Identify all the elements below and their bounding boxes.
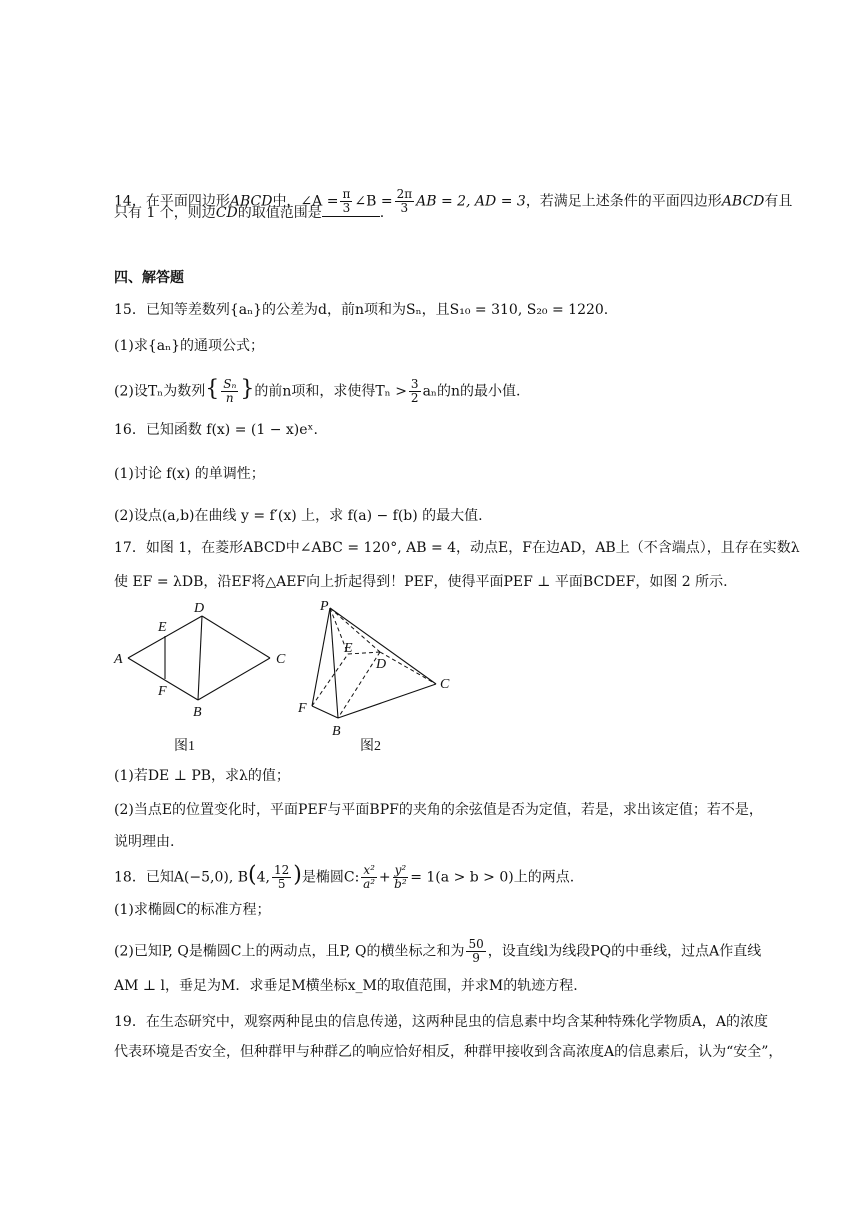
fig1-edge-cb — [198, 658, 270, 700]
q17-stem-2: 使 EF = λDB，沿EF将△AEF向上折起得到！PEF，使得平面PEF ⊥ 平面BCDEF，如图 2 所示. — [114, 574, 728, 590]
q15-frac-sn-n: $\frac{\text{Sₙ}}{n}$ — [223, 377, 237, 405]
fig2-label-e: E — [344, 641, 353, 656]
fig2-label-d: D — [376, 657, 387, 672]
q17-stem-1: 17．如图 1，在菱形ABCD中∠ABC = 120°, AB = 4，动点E，F在边AD，AB上（不含端点），且存在实数λ — [114, 540, 800, 556]
q14-range: 的取值范围是 — [237, 205, 322, 221]
q14-line-2 — [114, 202, 384, 223]
q14-abcd-2: ABCD — [721, 193, 765, 210]
q14-angle-a: 中，∠A = — [272, 193, 339, 210]
q18-part1: (1)求椭圆C的标准方程； — [114, 902, 271, 918]
q14-cd: CD — [215, 205, 238, 221]
q18-p2-text-a: (2)已知P, Q是椭圆C上的两动点，且P, Q的横坐标之和为 — [114, 943, 465, 960]
q15-p2-text-c: aₙ的n的最小值. — [422, 383, 521, 400]
q15-part2 — [114, 378, 520, 405]
q14-ab-ad: AB = 2, AD = 3 — [416, 193, 526, 210]
q18-paren-right: ) — [293, 862, 302, 888]
fig2-edge-db — [338, 652, 380, 718]
q17-part1: (1)若DE ⊥ PB，求λ的值； — [114, 768, 290, 784]
fig1-caption: 图1 — [174, 739, 195, 754]
q15-p2-text-b: 的前n项和，求使得Tₙ > — [254, 383, 407, 400]
q16-stem: 16．已知函数 f(x) = (1 − x)eˣ. — [114, 422, 318, 438]
q19-line-1: 19．在生态研究中，观察两种昆虫的信息传递，这两种昆虫的信息素中均含某种特殊化学物质A，A的浓度 — [114, 1014, 769, 1030]
q18-frac-x2-a2: $\frac{\text{x²}}{\text{a²}}$ — [363, 863, 376, 891]
q14-text: 14．在平面四边形 — [114, 193, 230, 210]
fig2-edge-pf — [312, 608, 330, 706]
q19-line-2: 代表环境是否安全，但种群甲与种群乙的响应恰好相反，种群甲接收到含高浓度A的信息素后，认为“安全”， — [114, 1044, 783, 1060]
fig1-label-d: D — [194, 601, 205, 616]
q18-stem — [114, 864, 574, 891]
section-heading: 四、解答题 — [114, 270, 184, 286]
fig2-edge-pd — [330, 608, 380, 652]
q18-text-c: = 1(a > b > 0)上的两点. — [410, 869, 575, 886]
q14-abcd: ABCD — [229, 193, 273, 210]
q16-part2: (2)设点(a,b)在曲线 y = f′(x) 上，求 f(a) − f(b) 的最大值. — [114, 508, 483, 524]
fig2-label-c: C — [440, 677, 450, 692]
q18-frac-50-9: $\frac{50}{9}$ — [468, 937, 484, 965]
q14-condition: ，若满足上述条件的平面四边形 — [525, 193, 722, 210]
q15-brace-right: } — [240, 376, 255, 402]
q15-p2-text: (2)设Tₙ为数列 — [114, 383, 206, 400]
q18-paren-left: ( — [248, 862, 257, 888]
q14-frac-pi-3: $\frac{\pi}{3}$ — [342, 187, 351, 215]
q16-part1: (1)讨论 f(x) 的单调性； — [114, 466, 265, 482]
q14-end-1: 有且 — [764, 193, 793, 210]
fig2-label-f: F — [298, 701, 307, 716]
q14-angle-b: ∠B = — [354, 193, 393, 210]
q17-part2-a: (2)当点E的位置变化时，平面PEF与平面BPF的夹角的余弦值是否为定值，若是，求出该定值；若不是， — [114, 802, 763, 818]
q18-text-a: 18．已知A(−5,0), B — [114, 869, 249, 886]
q14-text-2: 只有 1 个，则边 — [114, 205, 216, 221]
fig2-caption: 图2 — [360, 739, 381, 754]
q18-frac-12-5: $\frac{12}{5}$ — [274, 863, 290, 891]
q18-part2-a — [114, 938, 761, 965]
fig2-edge-fb — [312, 706, 338, 718]
fig2-label-b: B — [332, 724, 341, 739]
q14-answer-blank[interactable] — [322, 202, 380, 217]
q18-frac-y2-b2: $\frac{\text{y²}}{\text{b²}}$ — [394, 863, 407, 891]
fig1-diagonal-db — [198, 616, 202, 700]
q15-frac-3-2: $\frac{3}{2}$ — [410, 377, 419, 405]
fig2-edge-fe — [312, 654, 348, 706]
q14-frac-2pi-3: $\frac{2\pi}{3}$ — [396, 187, 413, 215]
fig1-label-f: F — [158, 684, 167, 699]
q15-part1: (1)求{aₙ}的通项公式； — [114, 338, 265, 354]
fig1-label-b: B — [193, 705, 202, 720]
q18-bx: 4, — [256, 869, 270, 886]
fig1-label-a: A — [114, 652, 123, 667]
q18-text-b: 是椭圆C: — [301, 869, 360, 886]
q18-part2-c: AM ⊥ l，垂足为M．求垂足M横坐标x_M的取值范围，并求M的轨迹方程. — [114, 978, 578, 994]
q14-period: . — [379, 205, 385, 221]
q17-part2-b: 说明理由. — [114, 834, 175, 850]
fig1-edge-dc — [202, 616, 270, 658]
figure-1-rhombus — [110, 596, 300, 756]
fig2-label-p: P — [320, 599, 329, 614]
q15-brace-left: { — [205, 376, 220, 402]
fig2-edge-bc — [338, 684, 436, 718]
q18-p2-text-b: ，设直线l为线段PQ的中垂线，过点A作直线 — [487, 943, 762, 960]
figure-2-pyramid — [290, 596, 470, 756]
q15-stem: 15．已知等差数列{aₙ}的公差为d，前n项和为Sₙ，且S₁₀ = 310, S₂₀ = 1220. — [114, 302, 609, 318]
fig1-label-e: E — [158, 620, 167, 635]
fig2-edge-dc — [380, 652, 436, 684]
fig2-edge-ed — [348, 652, 380, 654]
q18-plus: + — [378, 869, 391, 886]
fig1-label-c: C — [276, 652, 286, 667]
